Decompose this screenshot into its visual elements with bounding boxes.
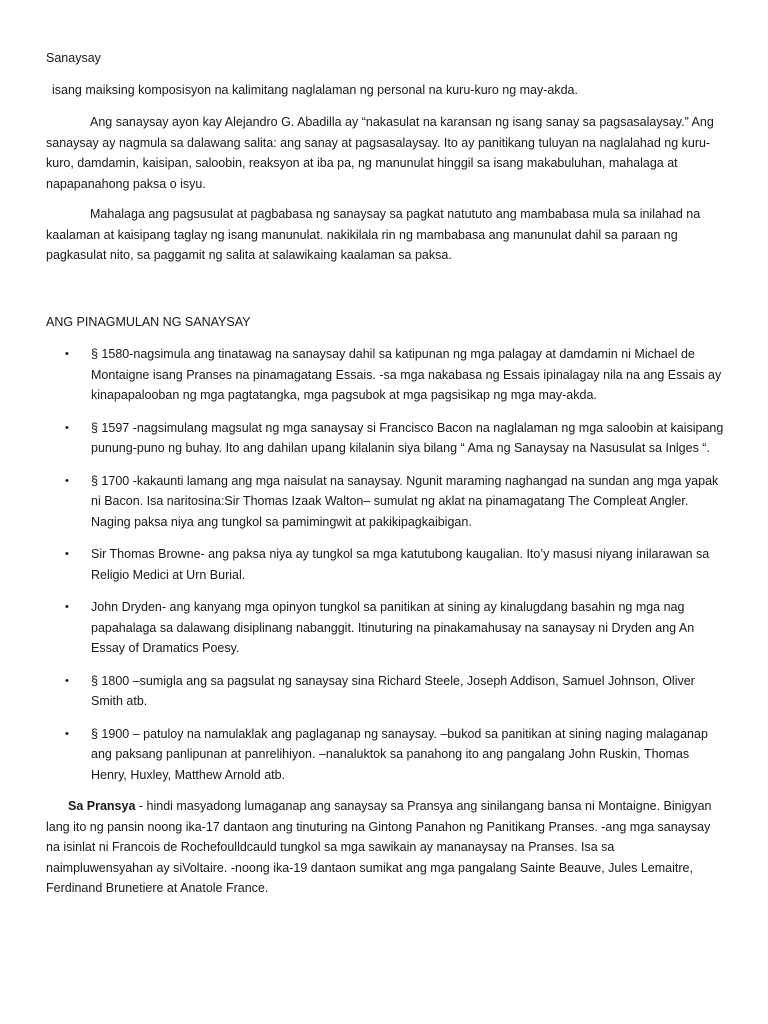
bullet-icon: • [65, 727, 69, 740]
list-item [46, 724, 726, 786]
pransya-text: - hindi masyadong lumaganap ang sanaysay sa Pransya ang sinilangang bansa ni Montaigne. Binigyan lang ito ng pansin noong ika-17 dantaon ang tinuturing na Gintong Panahon ng Panitikang Pranses. -ang mga sanaysay na isinlat ni Francois de Rochefoulldcauld tungkol sa mga sawikain ay mananaysay na Pranses. Isa sa naimpluwensyahan ay siVoltaire. -noong ika-19 dantaon sumikat ang mga pangalang Sainte Beauve, Jules Lemaitre, Ferdinand Brunetiere at Anatole France. [46, 799, 712, 895]
list-item [46, 344, 726, 406]
list-item [46, 418, 726, 459]
list-item-text: § 1800 –sumigla ang sa pagsulat ng sanaysay sina Richard Steele, Joseph Addison, Samuel Johnson, Oliver Smith atb. [91, 673, 695, 708]
list-item-text: § 1597 -nagsimulang magsulat ng mga sanaysay si Francisco Bacon na naglalaman ng mga saloobin at kaisipang punung-puno ng buhay. Ito ang dahilan upang kilalanin siya bilang “ Ama ng Sanaysay na Nasusulat sa Inlges “. [91, 420, 724, 455]
list-item [46, 671, 726, 712]
list-item [46, 597, 726, 659]
bullet-icon: • [65, 421, 69, 434]
bullet-icon: • [65, 601, 69, 613]
history-list [46, 344, 726, 797]
paragraph-importance: Mahalaga ang pagsusulat at pagbabasa ng sanaysay sa pagkat natututo ang mambabasa mula sa inilahad na kaalaman at kaisipang taglay ng isang manunulat. nakikilala rin ng mambabasa ang manunulat dahil sa paraan ng pagkasulat nito, sa paggamit ng salita at salawikaing kaalaman sa paksa. [46, 207, 701, 262]
document-title: Sanaysay [46, 51, 101, 65]
list-item-text: John Dryden- ang kanyang mga opinyon tungkol sa panitikan at sining ay kinalugdang basahin ng mga nag papahalaga sa dalawang disiplinang nabanggit. Itinuturing na pinakamahusay na sanaysay ni Dryden ang An Essay of Dramatics Poesy. [91, 600, 695, 655]
pransya-lead: Sa Pransya [68, 799, 136, 813]
definition-line: isang maiksing komposisyon na kalimitang naglalaman ng personal na kuru-kuro ng may-akda. [52, 83, 578, 97]
bullet-icon: • [65, 348, 69, 360]
list-item-text: Sir Thomas Browne- ang paksa niya ay tungkol sa mga katutubong kaugalian. Ito’y masusi niyang inilarawan sa Religio Medici at Urn Burial. [91, 547, 710, 582]
list-item [46, 471, 726, 533]
bullet-icon: • [65, 474, 69, 487]
bullet-icon: • [65, 548, 69, 560]
bullet-icon: • [65, 674, 69, 687]
list-item [46, 544, 726, 585]
list-item-text: § 1580-nagsimula ang tinatawag na sanaysay dahil sa katipunan ng mga palagay at damdamin ni Michael de Montaigne isang Pranses na pinamagatang Essais. -sa mga nakabasa ng Essais ipinalagay nila na ang Essais ay kinapapalooban ng mga pagtatangka, mga pagsubok at mga pagsisikap ng mga may-akda. [91, 347, 722, 402]
section-heading: ANG PINAGMULAN NG SANAYSAY [46, 315, 251, 329]
paragraph-abadilla: Ang sanaysay ayon kay Alejandro G. Abadilla ay “nakasulat na karansan ng isang sanay sa pagsasalaysay.” Ang sanaysay ay nagmula sa dalawang salita: ang sanay at pagsasalaysay. Ito ay panitikang tuluyan na naglalahad ng kuru-kuro, damdamin, kaisipan, saloobin, reaksyon at iba pa, ng manunulat hinggil sa isang makabuluhan, mahalaga at napapanahong paksa o isyu. [46, 115, 714, 191]
list-item-text: § 1900 – patuloy na namulaklak ang paglaganap ng sanaysay. –bukod sa panitikan at sining naging malaganap ang paksang panlipunan at panrelihiyon. –nanaluktok sa panahong ito ang pangalang John Ruskin, Thomas Henry, Huxley, Matthew Arnold atb. [91, 726, 708, 782]
list-item-text: § 1700 -kakaunti lamang ang mga naisulat na sanaysay. Ngunit maraming naghangad na sundan ang mga yapak ni Bacon. Isa naritosina:Sir Thomas Izaak Walton– sumulat ng aklat na pinamagatang The Compleat Angler. Naging paksa niya ang tungkol sa pamimingwit at pakikipagkaibigan. [91, 473, 719, 529]
paragraph-pransya [46, 796, 722, 899]
